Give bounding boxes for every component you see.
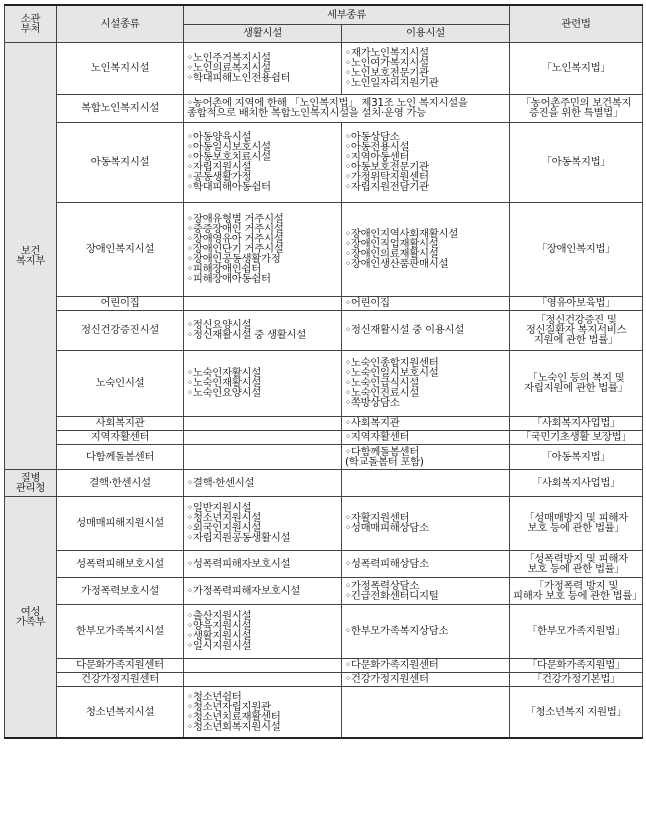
facility-name-line: 다문화가족지원센터 xyxy=(76,659,164,671)
header-dept-line1: 소관 xyxy=(20,12,41,25)
living-facilities xyxy=(184,350,342,416)
use-facilities-line: ◦다문화가족지원센터 xyxy=(345,659,439,671)
use-facilities-line: ◦긴급전화센터디지털 xyxy=(345,589,439,602)
living-facilities-line: ◦청소년치료재활센터 xyxy=(187,710,281,723)
facility-name xyxy=(57,416,184,430)
living-facilities-line: ◦청소년지원시설 xyxy=(187,512,261,524)
related-law xyxy=(510,122,643,202)
use-facilities-line: ◦지역자활센터 xyxy=(345,431,410,443)
related-law-line: 「성폭력방지 및 피해자 xyxy=(524,552,628,565)
use-facilities-line: (학교돌봄터 포함) xyxy=(345,455,424,468)
use-facilities-line: ◦노인일자리지원기관 xyxy=(345,77,439,89)
dept-cell-women xyxy=(5,496,57,738)
use-facilities-line: ◦다함께돌봄센터 xyxy=(345,445,419,458)
living-facilities-line: ◦중증장애인 거주시설 xyxy=(187,223,284,235)
living-facilities xyxy=(184,310,342,350)
related-law-line: 「사회복지사업법」 xyxy=(531,417,621,429)
living-facilities xyxy=(184,416,342,430)
living-facilities-line: ◦일반지원시설 xyxy=(187,502,252,514)
related-law-line: 「사회복지사업법」 xyxy=(531,476,621,489)
table-row xyxy=(5,42,643,94)
facility-name-line: 결핵·한센시설 xyxy=(89,476,151,489)
facility-name-line: 성폭력피해보호시설 xyxy=(76,557,164,570)
living-facilities xyxy=(184,658,342,672)
living-facilities xyxy=(184,202,342,296)
header-facility-type: 시설종류 xyxy=(57,5,184,42)
living-facilities xyxy=(184,444,342,469)
living-facilities xyxy=(184,604,342,658)
related-law-line: 「농어촌주민의 보건복지 xyxy=(520,97,632,109)
related-law xyxy=(510,577,643,604)
living-facilities-line: ◦장애유형별 거주시설 xyxy=(187,213,284,225)
facility-name xyxy=(57,202,184,296)
living-facilities-line: ◦노숙인재활시설 xyxy=(187,377,261,389)
related-law xyxy=(510,310,643,350)
table-row xyxy=(5,496,643,550)
living-facilities-line: ◦자립지원공동생활시설 xyxy=(187,532,291,544)
dept-cell-women-line: 가족부 xyxy=(15,615,46,628)
use-facilities-line: ◦노인보호전문기관 xyxy=(345,67,429,79)
related-law-line: 「한부모가족지원법」 xyxy=(526,625,626,637)
living-facilities xyxy=(184,496,342,550)
use-facilities-line: ◦성매매피해상담소 xyxy=(345,522,429,534)
related-law-line: 「노인복지법」 xyxy=(541,62,611,74)
living-facilities-line: ◦정신요양시설 xyxy=(187,319,252,331)
living-facilities-line: ◦아동양육시설 xyxy=(187,131,252,143)
living-facilities-line: ◦노숙인요양시설 xyxy=(187,387,261,399)
facility-name-line: 복합노인복지시설 xyxy=(81,102,159,114)
facility-law-table xyxy=(4,4,643,739)
facility-name xyxy=(57,686,184,738)
table-row xyxy=(5,350,643,416)
table-row xyxy=(5,469,643,496)
facility-name xyxy=(57,122,184,202)
use-facilities-line: ◦재가노인복지시설 xyxy=(345,47,429,59)
use-facilities xyxy=(342,550,510,577)
living-facilities-line: ◦정신재활시설 중 생활시설 xyxy=(187,329,306,341)
facility-name xyxy=(57,444,184,469)
living-facilities-line: ◦아동보호치료시설 xyxy=(187,151,271,163)
living-facilities-line: ◦청소년회복지원시설 xyxy=(187,720,281,733)
related-law-line: 정신질환자 복지서비스 xyxy=(525,324,627,336)
living-facilities-line: ◦청소년쉼터 xyxy=(187,690,242,703)
facility-name-line: 아동복지시설 xyxy=(90,156,150,168)
table-row xyxy=(5,94,643,122)
facility-name xyxy=(57,310,184,350)
related-law-line: 피해자 보호 등에 관한 법률」 xyxy=(513,589,643,602)
living-facilities xyxy=(184,550,342,577)
related-law-line: 「국민기초생활 보장법」 xyxy=(520,431,632,443)
facility-law-table-container xyxy=(4,4,642,739)
use-facilities-line: ◦건강가정지원센터 xyxy=(345,673,429,685)
living-facilities-line: ◦장애인공동생활가정 xyxy=(187,253,281,265)
use-facilities-line: ◦성폭력피해상담소 xyxy=(345,557,429,570)
use-facilities xyxy=(342,469,510,496)
use-facilities-line: ◦지역아동센터 xyxy=(345,151,410,163)
living-facilities xyxy=(184,577,342,604)
facility-name xyxy=(57,296,184,310)
living-facilities xyxy=(184,672,342,686)
use-facilities xyxy=(342,296,510,310)
related-law-line: 지원에 관한 법률」 xyxy=(533,334,619,346)
facility-name-line: 어린이집 xyxy=(100,297,140,309)
table-row xyxy=(5,658,643,672)
related-law xyxy=(510,496,643,550)
related-law xyxy=(510,350,643,416)
table-row xyxy=(5,416,643,430)
table-row xyxy=(5,296,643,310)
living-facilities-line: ◦아동일시보호시설 xyxy=(187,141,271,153)
related-law-line: 「가정폭력 방지 및 xyxy=(533,579,619,592)
living-facilities-line: ◦결핵·한센시설 xyxy=(187,476,255,489)
use-facilities-line: ◦가정위탁지원센터 xyxy=(345,171,429,183)
living-facilities-line: ◦노숙인자활시설 xyxy=(187,367,261,379)
use-facilities-line: ◦아동보호전문기관 xyxy=(345,161,429,173)
living-facilities-line: ◦성폭력피해자보호시설 xyxy=(187,557,291,570)
use-facilities xyxy=(342,444,510,469)
use-facilities xyxy=(342,496,510,550)
use-facilities-line: ◦어린이집 xyxy=(345,297,390,309)
related-law xyxy=(510,550,643,577)
use-facilities-line: ◦장애인직업재활시설 xyxy=(345,238,439,250)
living-facilities xyxy=(184,686,342,738)
use-facilities-line: ◦쪽방상담소 xyxy=(345,397,400,409)
living-facilities-line: ◦장애인단기 거주시설 xyxy=(187,243,284,255)
use-facilities-line: ◦한부모가족복지상담소 xyxy=(345,625,449,637)
use-facilities-line: ◦아동상담소 xyxy=(345,131,400,143)
table-row xyxy=(5,604,643,658)
related-law-line: 「정신건강증진 및 xyxy=(535,314,617,326)
use-facilities-line: ◦노인여가복지시설 xyxy=(345,57,429,69)
related-law-line: 보호 등에 관한 법률」 xyxy=(527,562,625,575)
detail-merged xyxy=(184,94,510,122)
living-facilities xyxy=(184,469,342,496)
facility-name xyxy=(57,469,184,496)
use-facilities-line: ◦노숙인진료시설 xyxy=(345,387,419,399)
related-law xyxy=(510,604,643,658)
use-facilities-line: ◦자립지원전담기관 xyxy=(345,181,429,193)
related-law-line: 「영유아보육법」 xyxy=(536,297,616,309)
header-dept xyxy=(5,5,57,42)
related-law-line: 「건강가정기본법」 xyxy=(531,673,621,685)
facility-name-line: 지역자활센터 xyxy=(90,431,150,443)
table-row xyxy=(5,122,643,202)
use-facilities-line: ◦장애인의료재활시설 xyxy=(345,248,439,260)
use-facilities xyxy=(342,122,510,202)
header-dept-line2: 부처 xyxy=(20,22,41,35)
detail-merged-line: 종합적으로 배치한 복합노인복지시설을 설치·운영 가능 xyxy=(187,107,426,119)
living-facilities-line: ◦자립지원시설 xyxy=(187,161,252,173)
dept-cell-health-line: 복지부 xyxy=(15,254,46,267)
related-law-line: 「노숙인 등의 복지 및 xyxy=(527,372,625,384)
related-law-line: 「장애인복지법」 xyxy=(536,243,616,255)
use-facilities xyxy=(342,310,510,350)
facility-name-line: 한부모가족복지시설 xyxy=(76,625,164,637)
living-facilities-line: ◦양육지원시설 xyxy=(187,620,252,632)
facility-name-line: 청소년복지시설 xyxy=(85,705,155,718)
living-facilities-line: ◦노인의료복지시설 xyxy=(187,62,271,74)
related-law xyxy=(510,672,643,686)
living-facilities-line: ◦노인주거복지시설 xyxy=(187,52,271,64)
use-facilities xyxy=(342,350,510,416)
related-law xyxy=(510,202,643,296)
dept-cell-women-line: 여성 xyxy=(20,605,41,618)
living-facilities xyxy=(184,42,342,94)
related-law xyxy=(510,658,643,672)
use-facilities xyxy=(342,658,510,672)
table-row xyxy=(5,672,643,686)
dept-cell-health-line: 보건 xyxy=(20,244,41,257)
use-facilities-line: ◦노숙인종합지원센터 xyxy=(345,357,439,369)
facility-name xyxy=(57,496,184,550)
living-facilities xyxy=(184,430,342,444)
facility-name-line: 건강가정지원센터 xyxy=(81,673,159,685)
living-facilities-line: ◦출산지원시설 xyxy=(187,610,252,622)
table-row xyxy=(5,550,643,577)
use-facilities-line: ◦사회복지관 xyxy=(345,417,400,429)
dept-cell-kdca-line: 관리청 xyxy=(15,481,46,494)
living-facilities-line: ◦피해장애인쉼터 xyxy=(187,263,261,275)
use-facilities xyxy=(342,416,510,430)
facility-name-line: 노인복지시설 xyxy=(90,62,150,74)
use-facilities xyxy=(342,672,510,686)
facility-name-line: 가정폭력보호시설 xyxy=(81,584,159,597)
use-facilities-line: ◦노숙인급식시설 xyxy=(345,377,419,389)
facility-name-line: 다함께돌봄센터 xyxy=(85,450,155,463)
facility-name-line: 정신건강증진시설 xyxy=(81,324,159,336)
facility-name xyxy=(57,94,184,122)
living-facilities-line: ◦학대피해아동쉼터 xyxy=(187,181,271,193)
living-facilities-line: ◦생활지원시설 xyxy=(187,630,252,642)
related-law-line: 보호 등에 관한 법률」 xyxy=(527,522,625,534)
use-facilities-line: ◦정신재활시설 중 이용시설 xyxy=(345,324,464,336)
facility-name xyxy=(57,604,184,658)
use-facilities xyxy=(342,604,510,658)
use-facilities xyxy=(342,202,510,296)
facility-name xyxy=(57,430,184,444)
table-row xyxy=(5,310,643,350)
related-law-line: 「청소년복지 지원법」 xyxy=(525,705,627,718)
facility-name xyxy=(57,350,184,416)
detail-merged-line: ◦농어촌에 지역에 한해 「노인복지법」 제31조 노인 복지시설을 xyxy=(187,97,468,109)
dept-cell-health xyxy=(5,42,57,469)
use-facilities-line: ◦노숙인일시보호시설 xyxy=(345,367,439,379)
living-facilities-line: ◦피해장애아동쉼터 xyxy=(187,273,271,285)
related-law-line: 「아동복지법」 xyxy=(541,450,611,463)
related-law-line: 「성매매방지 및 피해자 xyxy=(524,512,628,524)
facility-name-line: 성매매피해지원시설 xyxy=(76,517,164,529)
related-law-line: 「아동복지법」 xyxy=(541,156,611,168)
table-row xyxy=(5,577,643,604)
related-law xyxy=(510,296,643,310)
use-facilities xyxy=(342,430,510,444)
header-detail-type: 세부종류 xyxy=(184,5,510,24)
use-facilities-line: ◦아동전용시설 xyxy=(345,141,410,153)
related-law xyxy=(510,42,643,94)
living-facilities-line: ◦장애영유아 거주시설 xyxy=(187,233,284,245)
facility-name xyxy=(57,42,184,94)
related-law xyxy=(510,94,643,122)
related-law xyxy=(510,430,643,444)
related-law-line: 자립지원에 관한 법률」 xyxy=(524,382,628,394)
related-law-line: 「다문화가족지원법」 xyxy=(526,659,626,671)
living-facilities xyxy=(184,122,342,202)
living-facilities-line: ◦청소년자립지원관 xyxy=(187,700,271,713)
use-facilities-line: ◦장애인생산품판매시설 xyxy=(345,258,449,270)
facility-name-line: 노숙인시설 xyxy=(95,377,145,389)
facility-name-line: 장애인복지시설 xyxy=(85,243,155,255)
table-row xyxy=(5,430,643,444)
table-row xyxy=(5,444,643,469)
related-law xyxy=(510,686,643,738)
facility-name-line: 사회복지관 xyxy=(95,417,145,429)
use-facilities-line: ◦자활지원센터 xyxy=(345,512,410,524)
related-law-line: 증진을 위한 특별법」 xyxy=(529,107,624,119)
living-facilities-line: ◦가정폭력피해자보호시설 xyxy=(187,584,300,597)
living-facilities-line: ◦외국인지원시설 xyxy=(187,522,261,534)
related-law xyxy=(510,444,643,469)
living-facilities xyxy=(184,296,342,310)
facility-name xyxy=(57,672,184,686)
table-row xyxy=(5,686,643,738)
facility-name xyxy=(57,658,184,672)
facility-name xyxy=(57,550,184,577)
related-law xyxy=(510,469,643,496)
header-law: 관련법 xyxy=(510,5,643,42)
use-facilities xyxy=(342,686,510,738)
header-living-facility: 생활시설 xyxy=(184,24,342,42)
use-facilities xyxy=(342,577,510,604)
use-facilities xyxy=(342,42,510,94)
living-facilities-line: ◦일시지원시설 xyxy=(187,640,252,652)
header-use-facility: 이용시설 xyxy=(342,24,510,42)
related-law xyxy=(510,416,643,430)
use-facilities-line: ◦장애인지역사회재활시설 xyxy=(345,228,458,240)
table-row xyxy=(5,202,643,296)
facility-name xyxy=(57,577,184,604)
dept-cell-kdca-line: 질병 xyxy=(20,471,41,484)
living-facilities-line: ◦공동생활가정 xyxy=(187,171,252,183)
dept-cell-kdca xyxy=(5,469,57,496)
living-facilities-line: ◦학대피해노인전용쉼터 xyxy=(187,72,291,84)
use-facilities-line: ◦가정폭력상담소 xyxy=(345,579,419,592)
